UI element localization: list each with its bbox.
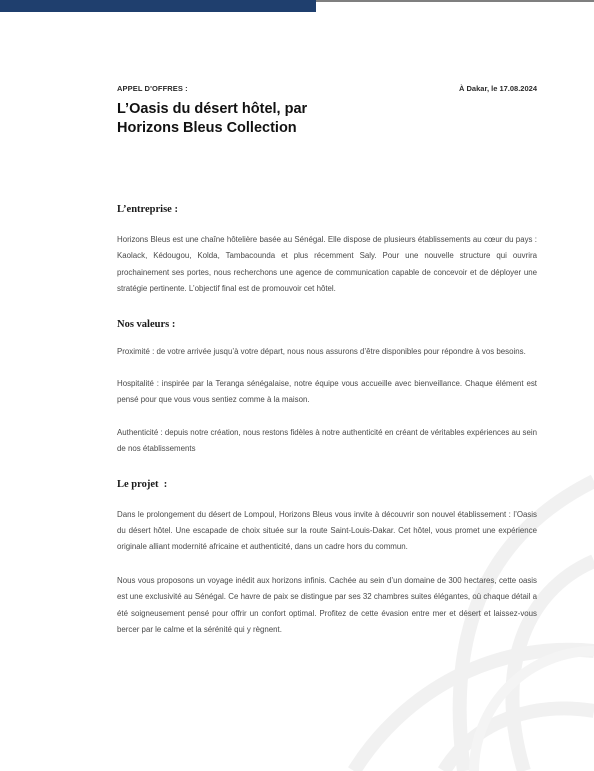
paragraph-proximite: Proximité : de votre arrivée jusqu’à votre départ, nous nous assurons d’être disponibles pour répondre à vos besoins. <box>117 346 526 356</box>
section-valeurs <box>117 319 537 458</box>
document-title <box>117 100 377 138</box>
document-kicker: APPEL D'OFFRES : <box>117 84 188 93</box>
section-title-entreprise: L’entreprise : <box>117 204 178 215</box>
paragraph-projet-1: Dans le prolongement du désert de Lompoul, Horizons Bleus vous invite à découvrir son nouvel établissement : l’Oasis du désert hôtel. Une escapade de choix située sur la route Saint-Louis-Dakar. Cet hôtel, vous promet une expérience originale alliant modernité africaine et authenticité, dans un cadre hors du commun. <box>117 509 537 552</box>
brand-accent-bar <box>0 0 316 12</box>
paragraph-hospitalite: Hospitalité : inspirée par la Teranga sénégalaise, notre équipe vous accueille avec bienveillance. Chaque élément est pensé pour que vous vous sentiez comme à la maison. <box>117 379 537 405</box>
section-entreprise <box>117 204 537 298</box>
document-body <box>117 204 537 639</box>
section-projet <box>117 479 537 639</box>
document-title-line-2: Horizons Bleus Collection <box>117 120 297 136</box>
header-rule <box>316 0 594 2</box>
document-title-line-1: L’Oasis du désert hôtel, par <box>117 101 308 117</box>
top-brand-bar <box>0 0 594 12</box>
section-title-projet: Le projet : <box>117 478 168 490</box>
paragraph-projet-2: Nous vous proposons un voyage inédit aux horizons infinis. Cachée au sein d’un domaine de 300 hectares, cette oasis est une exclusivité au Sénégal. Ce havre de paix se distingue par ses 32 chambres suites élégantes, où chaque détail a été soigneusement pensé pour offrir un confort optimal. Profitez de cette évasion entre mer et désert et laissez-vous bercer par le calme et la sérénité qui y règnent. <box>117 575 537 635</box>
section-title-valeurs: Nos valeurs : <box>117 318 176 330</box>
paragraph-authenticite: Authenticité : depuis notre création, nous restons fidèles à notre authenticité en créant de véritables expériences au sein de nos établissements <box>117 427 537 454</box>
document-date: À Dakar, le 17.08.2024 <box>459 84 537 93</box>
paragraph-entreprise: Horizons Bleus est une chaîne hôtelière basée au Sénégal. Elle dispose de plusieurs établissements au cœur du pays : Kaolack, Kédougou, Kolda, Tambacounda et plus récemment Saly. Pour une nouvelle structure qui ouvrira prochainement ses portes, nous recherchons une agence de communication capable de concevoir et de déployer une stratégie pertinente. L’objectif final est de promouvoir cet hôtel. <box>117 235 537 294</box>
document-header <box>117 84 537 138</box>
